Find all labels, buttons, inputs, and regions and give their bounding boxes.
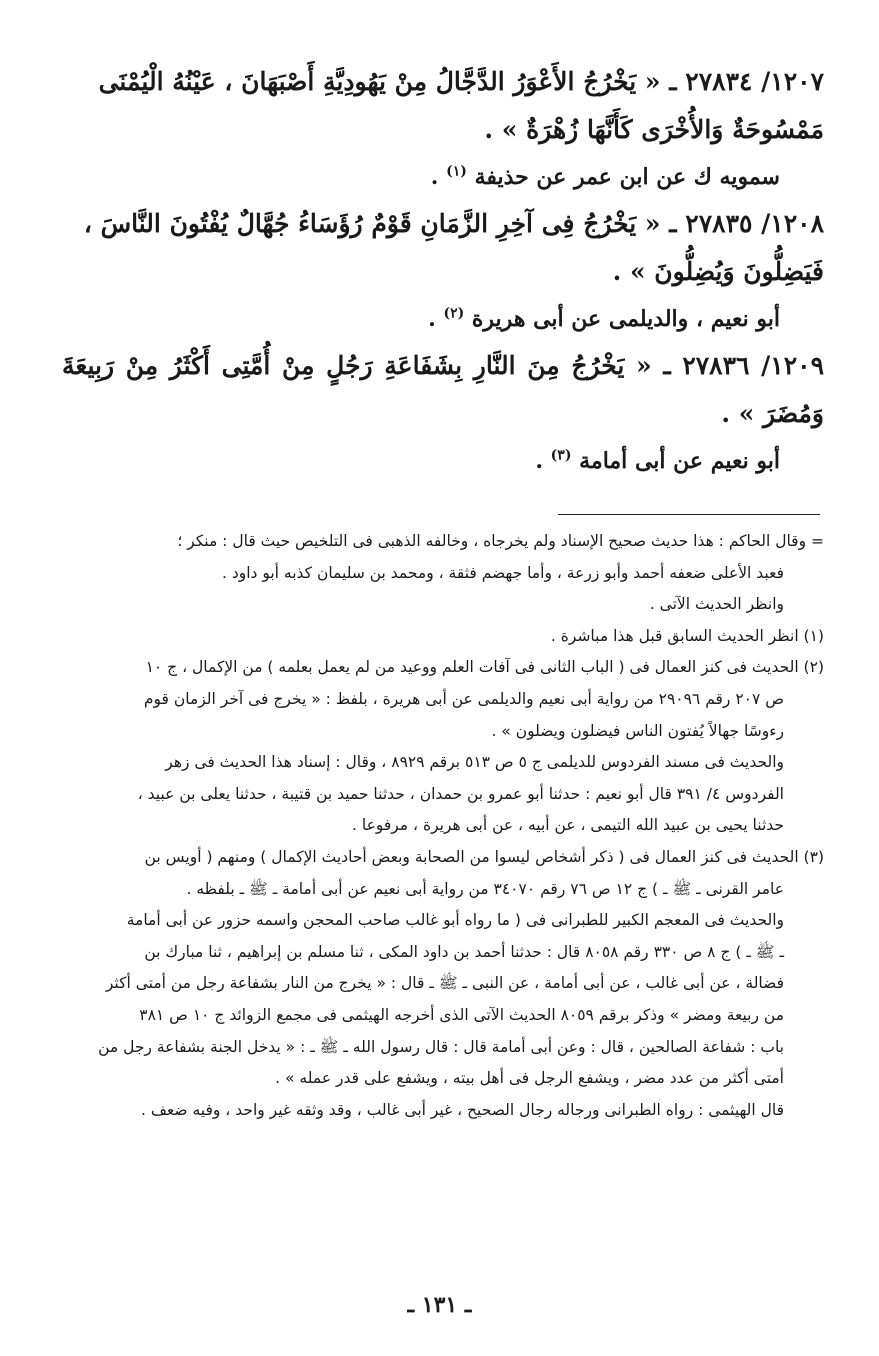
hadith-1208	[62, 200, 824, 296]
footnote-3-line: باب : شفاعة الصالحين ، قال : وعن أبى أمامة قال : قال رسول الله ـ ﷺ ـ : « يدخل الجنة بشفاعة رجل من	[98, 1037, 784, 1056]
footnote-ref: (٣)	[550, 447, 572, 464]
footnote-2-line: ص ٢٠٧ رقم ٢٩٠٩٦ من رواية أبى نعيم والديلمى عن أبى هريرة ، بلفظ : « يخرج فى آخر الزمان قوم	[143, 689, 784, 708]
footnote-3-line: عامر القرنى ـ ﷺ ـ ) ج ١٢ ص ٧٦ رقم ٣٤٠٧٠ من رواية أبى نعيم عن أبى أمامة ـ ﷺ ـ بلفظه .	[186, 879, 784, 898]
source-text: سمويه ك عن ابن عمر عن حذيفة	[474, 164, 780, 190]
footnote-ref: (٢)	[443, 305, 465, 322]
hadith-text-line: مَمْسُوحَةٌ وَالأُخْرَى كَأَنَّهَا زُهْرَةٌ » .	[484, 115, 824, 144]
footnote-continuation: فعبد الأعلى ضعفه أحمد وأبو زرعة ، وأما جهضم فثقة ، ومحمد بن سليمان كذبه أبو داود .	[221, 563, 784, 582]
hadith-source	[62, 438, 824, 484]
page-number: ـ ١٣١ ـ	[407, 1292, 472, 1318]
footnote-3-line: ـ ﷺ ـ ) ج ٨ ص ٣٣٠ رقم ٨٠٥٨ قال : حدثنا أحمد بن داود المكى ، ثنا مسلم بن إبراهيم ، ثنا مبارك بن	[144, 942, 784, 961]
footnote-3-line: أمتى أكثر من عدد مضر ، ويشفع الرجل فى أهل بيته ، ويشفع على قدر عمله » .	[275, 1069, 784, 1088]
hadith-text-line: ١٢٠٨/ ٢٧٨٣٥ ـ « يَخْرُجُ فِى آخِرِ الزَّمَانِ قَوْمٌ رُؤَسَاءُ جُهَّالٌ يُفْتُونَ النَّاسَ ،	[83, 209, 824, 238]
footnote-2-line: والحديث فى مسند الفردوس للديلمى ج ٥ ص ٥١٣ برقم ٨٩٢٩ ، وقال : إسناد هذا الحديث فى زهر	[165, 753, 784, 772]
hadith-text-line: ١٢٠٩/ ٢٧٨٣٦ ـ « يَخْرُجُ مِنَ النَّارِ بِشَفَاعَةِ رَجُلٍ مِنْ أُمَّتِى أَكْثَرُ مِنْ رَبِيعَةَ وَمُضَرَ » .	[62, 351, 824, 428]
footnote-3-line: قال الهيثمى : رواه الطبرانى ورجاله رجال الصحيح ، غير أبى غالب ، وقد وثقه غير واحد ، وفيه ضعف .	[141, 1100, 784, 1119]
footnote-3-line: من ربيعة ومضر » وذكر برقم ٨٠٥٩ الحديث الآتى الذى أخرجه الهيثمى فى مجمع الزوائد ج ١٠ ص ٣٨١	[139, 1005, 784, 1024]
footnote-3: (٣) الحديث فى كنز العمال فى ( ذكر أشخاص ليسوا من الصحابة وبعض أحاديث الإكمال ) ومنهم ( أويس بن	[144, 847, 824, 866]
footnote-2-line: الفردوس ٤/ ٣٩١ قال أبو نعيم : حدثنا أبو عمرو بن حمدان ، حدثنا حميد بن قتيبة ، حدثنا يعلى بن عبيد ،	[137, 784, 784, 803]
source-text: أبو نعيم عن أبى أمامة	[579, 448, 780, 474]
hadith-text-line: ١٢٠٧/ ٢٧٨٣٤ ـ « يَخْرُجُ الأَعْوَرُ الدَّجَّالُ مِنْ يَهُودِيَّةِ أَصْبَهَانَ ، عَيْنُهُ الْيُمْنَى	[98, 67, 824, 96]
footnote-2: (٢) الحديث فى كنز العمال فى ( الباب الثانى فى آفات العلم ووعيد من لم يعمل بعلمه ) من الإكمال ، ج ١٠	[145, 658, 824, 677]
source-text: أبو نعيم ، والديلمى عن أبى هريرة	[471, 306, 780, 332]
footnote-2-line: حدثنا يحيى بن عبيد الله التيمى ، عن أبيه ، عن أبى هريرة ، مرفوعا .	[352, 816, 784, 835]
footnote-3-line: فضالة ، عن أبى غالب ، عن أبى أمامة ، عن النبى ـ ﷺ ـ قال : « يخرج من النار بشفاعة رجل من أمتى أكثر	[105, 974, 784, 993]
hadith-1209	[62, 342, 824, 438]
footnote-3-line: والحديث فى المعجم الكبير للطبرانى فى ( ما رواه أبو غالب صاحب المحجن واسمه حزور عن أبى أمامة	[126, 911, 784, 930]
hadith-text-line: فَيَضِلُّونَ وَيُضِلُّونَ » .	[612, 257, 824, 286]
footnote-2-line: رءوسًا جهالاً يُفتون الناس فيضلون ويضلون » .	[491, 721, 784, 740]
main-text	[62, 58, 824, 484]
period: .	[535, 448, 551, 474]
hadith-1207	[62, 58, 824, 154]
period: .	[428, 306, 444, 332]
footnote-divider	[558, 514, 820, 515]
footnote-continuation: = وقال الحاكم : هذا حديث صحيح الإسناد ولم يخرجاه ، وخالفه الذهبى فى التلخيص حيث قال : منكر ؛	[177, 532, 824, 550]
footnote-continuation: وانظر الحديث الآتى .	[649, 595, 784, 614]
hadith-source	[62, 296, 824, 342]
footnote-1: (١) انظر الحديث السابق قبل هذا مباشرة .	[550, 626, 824, 645]
footnotes	[66, 526, 824, 1126]
period: .	[430, 164, 447, 190]
hadith-source	[62, 154, 824, 200]
footnote-ref: (١)	[446, 163, 467, 180]
